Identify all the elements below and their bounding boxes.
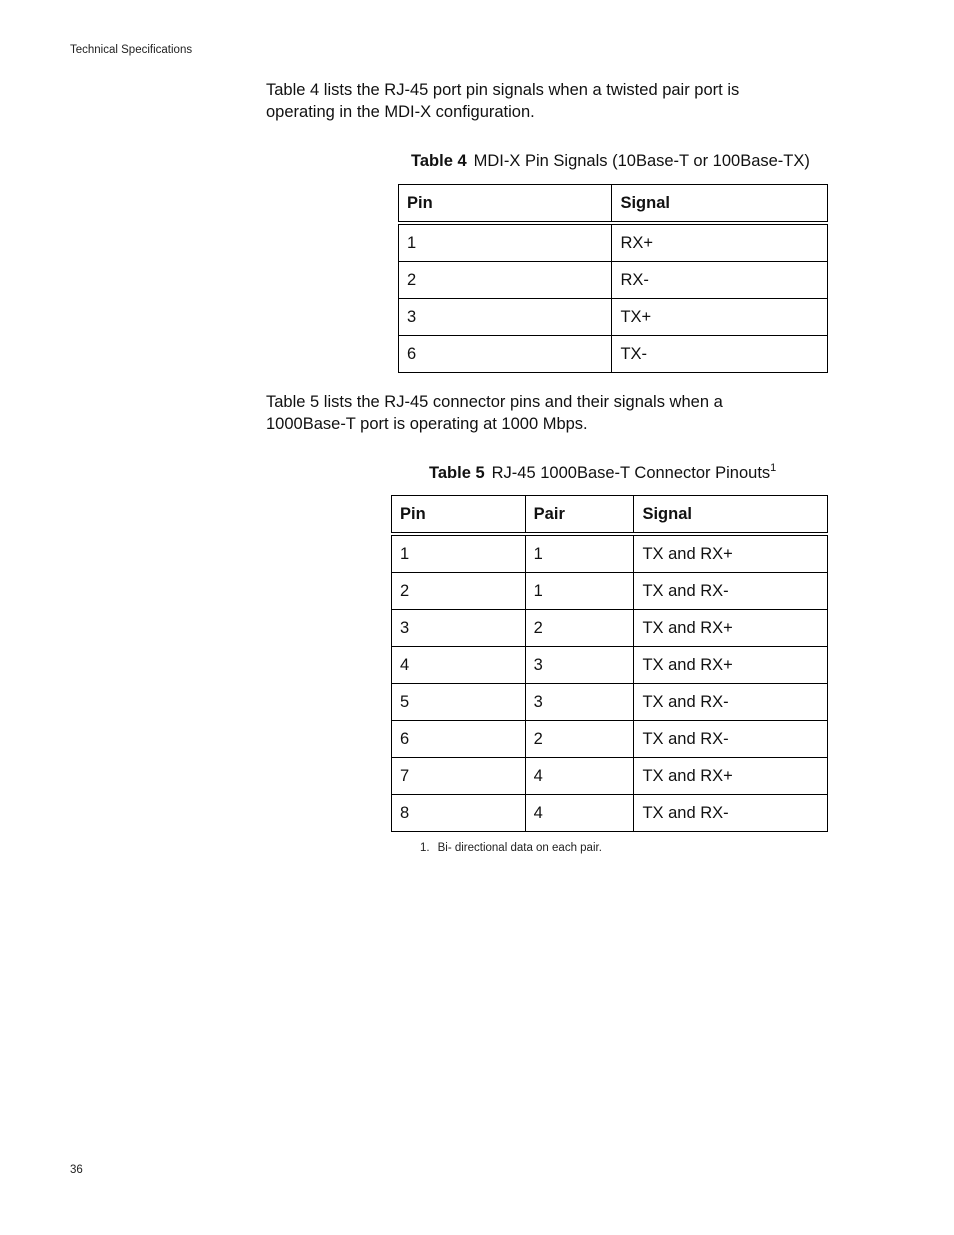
cell-pin: 3 [399,299,612,336]
cell-pair: 3 [525,684,634,721]
column-header-signal: Signal [634,496,828,535]
footnote-text: Bi- directional data on each pair. [437,842,602,854]
table4-mdi-x-pin-signals [398,184,828,373]
page-number: 36 [70,1164,83,1176]
cell-pin: 1 [399,223,612,262]
table5-caption [429,463,776,483]
table-row [399,299,828,336]
cell-pin: 8 [392,795,526,832]
cell-signal: TX and RX- [634,684,828,721]
table-row [399,336,828,373]
column-header-pair: Pair [525,496,634,535]
cell-pin: 6 [399,336,612,373]
column-header-signal: Signal [612,185,828,224]
footnote-marker: 1 [770,462,777,474]
cell-signal: TX and RX- [634,795,828,832]
table5-title: RJ-45 1000Base-T Connector Pinouts [491,464,771,482]
cell-pair: 2 [525,721,634,758]
cell-pair: 4 [525,758,634,795]
table5-label: Table 5 [429,464,485,482]
cell-pin: 7 [392,758,526,795]
table5-footnote [420,842,602,854]
cell-signal: TX and RX- [634,721,828,758]
intro-paragraph-table5: Table 5 lists the RJ-45 connector pins and their signals when a 1000Base-T port is operating at 1000 Mbps. [266,393,723,433]
cell-pair: 4 [525,795,634,832]
cell-pin: 2 [399,262,612,299]
table-row [392,721,828,758]
table-row [392,534,828,573]
cell-pin: 1 [392,534,526,573]
cell-pair: 3 [525,647,634,684]
table5-1000base-t-connector-pinouts [391,495,828,832]
cell-pin: 4 [392,647,526,684]
running-header: Technical Specifications [70,44,193,56]
column-header-pin: Pin [392,496,526,535]
table4-label: Table 4 [411,152,467,170]
cell-signal: RX+ [612,223,828,262]
table-row [392,610,828,647]
cell-signal: TX and RX+ [634,758,828,795]
cell-signal: TX and RX+ [634,647,828,684]
table-row [399,262,828,299]
column-header-pin: Pin [399,185,612,224]
cell-pair: 1 [525,534,634,573]
table-header-row [392,496,828,535]
cell-pin: 5 [392,684,526,721]
cell-signal: RX- [612,262,828,299]
table-row [392,573,828,610]
table4-title: MDI-X Pin Signals (10Base-T or 100Base-TX) [473,152,810,170]
cell-signal: TX+ [612,299,828,336]
cell-signal: TX and RX+ [634,610,828,647]
table-row [392,647,828,684]
cell-pair: 2 [525,610,634,647]
footnote-number: 1. [420,842,430,854]
cell-signal: TX- [612,336,828,373]
table4-caption [411,151,810,171]
table-row [392,684,828,721]
cell-signal: TX and RX- [634,573,828,610]
cell-pin: 3 [392,610,526,647]
cell-pair: 1 [525,573,634,610]
table-row [392,795,828,832]
table-row [399,223,828,262]
table-header-row [399,185,828,224]
intro-paragraph-table4: Table 4 lists the RJ-45 port pin signals when a twisted pair port is operating in the MDI-X configuration. [266,81,740,121]
cell-pin: 2 [392,573,526,610]
cell-signal: TX and RX+ [634,534,828,573]
cell-pin: 6 [392,721,526,758]
table-row [392,758,828,795]
